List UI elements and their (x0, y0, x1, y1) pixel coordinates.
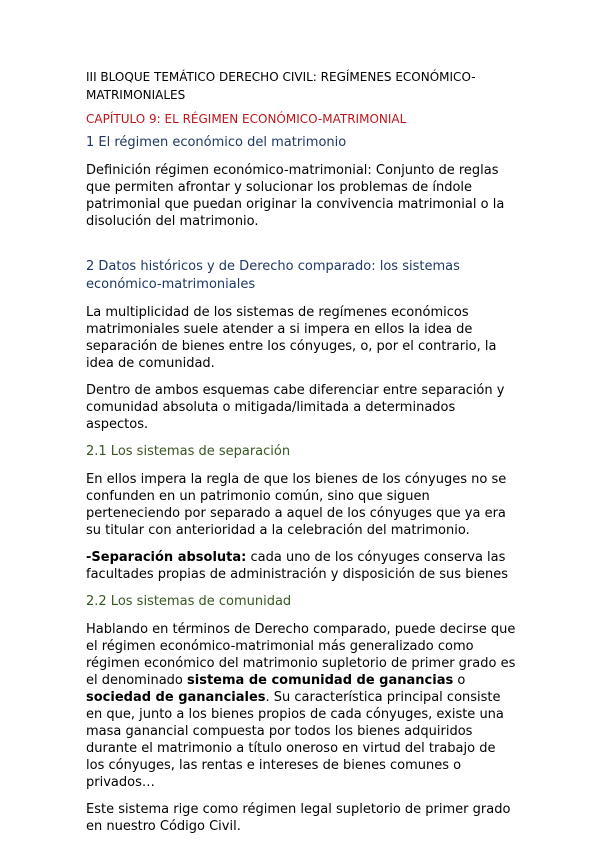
paragraph-text: o (453, 673, 466, 688)
bold-term-gananciales: sociedad de gananciales (86, 690, 266, 705)
section-2-2-heading: 2.2 Los sistemas de comunidad (86, 594, 292, 609)
document-page (86, 68, 516, 845)
paragraph-text: . Su característica principal consiste en que, junto a los bienes propios de cada cónyuges, existe una masa ganancial compuesta por todos los bienes adquiridos durante el matrimonio a título oneroso en virtud del trabajo de los cónyuges, las rentas e intereses de bienes comunes o privados… (86, 690, 504, 790)
block-title: III BLOQUE TEMÁTICO DERECHO CIVIL: REGÍMENES ECONÓMICO-MATRIMONIALES (86, 70, 476, 102)
section-2-heading: 2 Datos históricos y de Derecho comparado: los sistemas económico-matrimoniales (86, 259, 460, 292)
section-2-2-paragraph-1 (86, 621, 516, 791)
spacer (86, 240, 516, 258)
section-2-1-heading: 2.1 Los sistemas de separación (86, 444, 291, 459)
section-1-heading: 1 El régimen económico del matrimonio (86, 135, 347, 150)
section-2-1-paragraph-1: En ellos impera la regla de que los bienes de los cónyuges no se confunden en un patrimonio común, sino que siguen perteneciendo por separado a aquel de los cónyuges que ya era su titular con anterioridad a la celebración del matrimonio. (86, 472, 507, 538)
section-2-paragraph-1: La multiplicidad de los sistemas de regímenes económicos matrimoniales suele atender a si impera en ellos la idea de separación de bienes entre los cónyuges, o, por el contrario, la idea de comunidad. (86, 305, 497, 371)
separacion-absoluta-term: -Separación absoluta: (86, 550, 247, 565)
separacion-absoluta-text: cada uno de los cónyuges conserva las facultades propias de administración y disposición de sus bienes (86, 550, 509, 582)
section-2-2-paragraph-2: Este sistema rige como régimen legal supletorio de primer grado en nuestro Código Civil. (86, 802, 511, 834)
section-2-paragraph-2: Dentro de ambos esquemas cabe diferenciar entre separación y comunidad absoluta o mitigada/limitada a determinados aspectos. (86, 383, 505, 432)
section-2-1-paragraph-2 (86, 549, 516, 583)
chapter-title: CAPÍTULO 9: EL RÉGIMEN ECONÓMICO-MATRIMONIAL (86, 112, 407, 126)
section-1-paragraph: Definición régimen económico-matrimonial: Conjunto de reglas que permiten afrontar y solucionar los problemas de índole patrimonial que puedan originar la convivencia matrimonial o la disolución del matrimonio. (86, 163, 505, 229)
paragraph-text: Hablando en términos de Derecho comparado, puede decirse que el régimen económico-matrimonial más generalizado como régimen económico del matrimonio supletorio de primer grado es el denominado (86, 622, 516, 688)
bold-term-comunidad: sistema de comunidad de ganancias (187, 673, 454, 688)
